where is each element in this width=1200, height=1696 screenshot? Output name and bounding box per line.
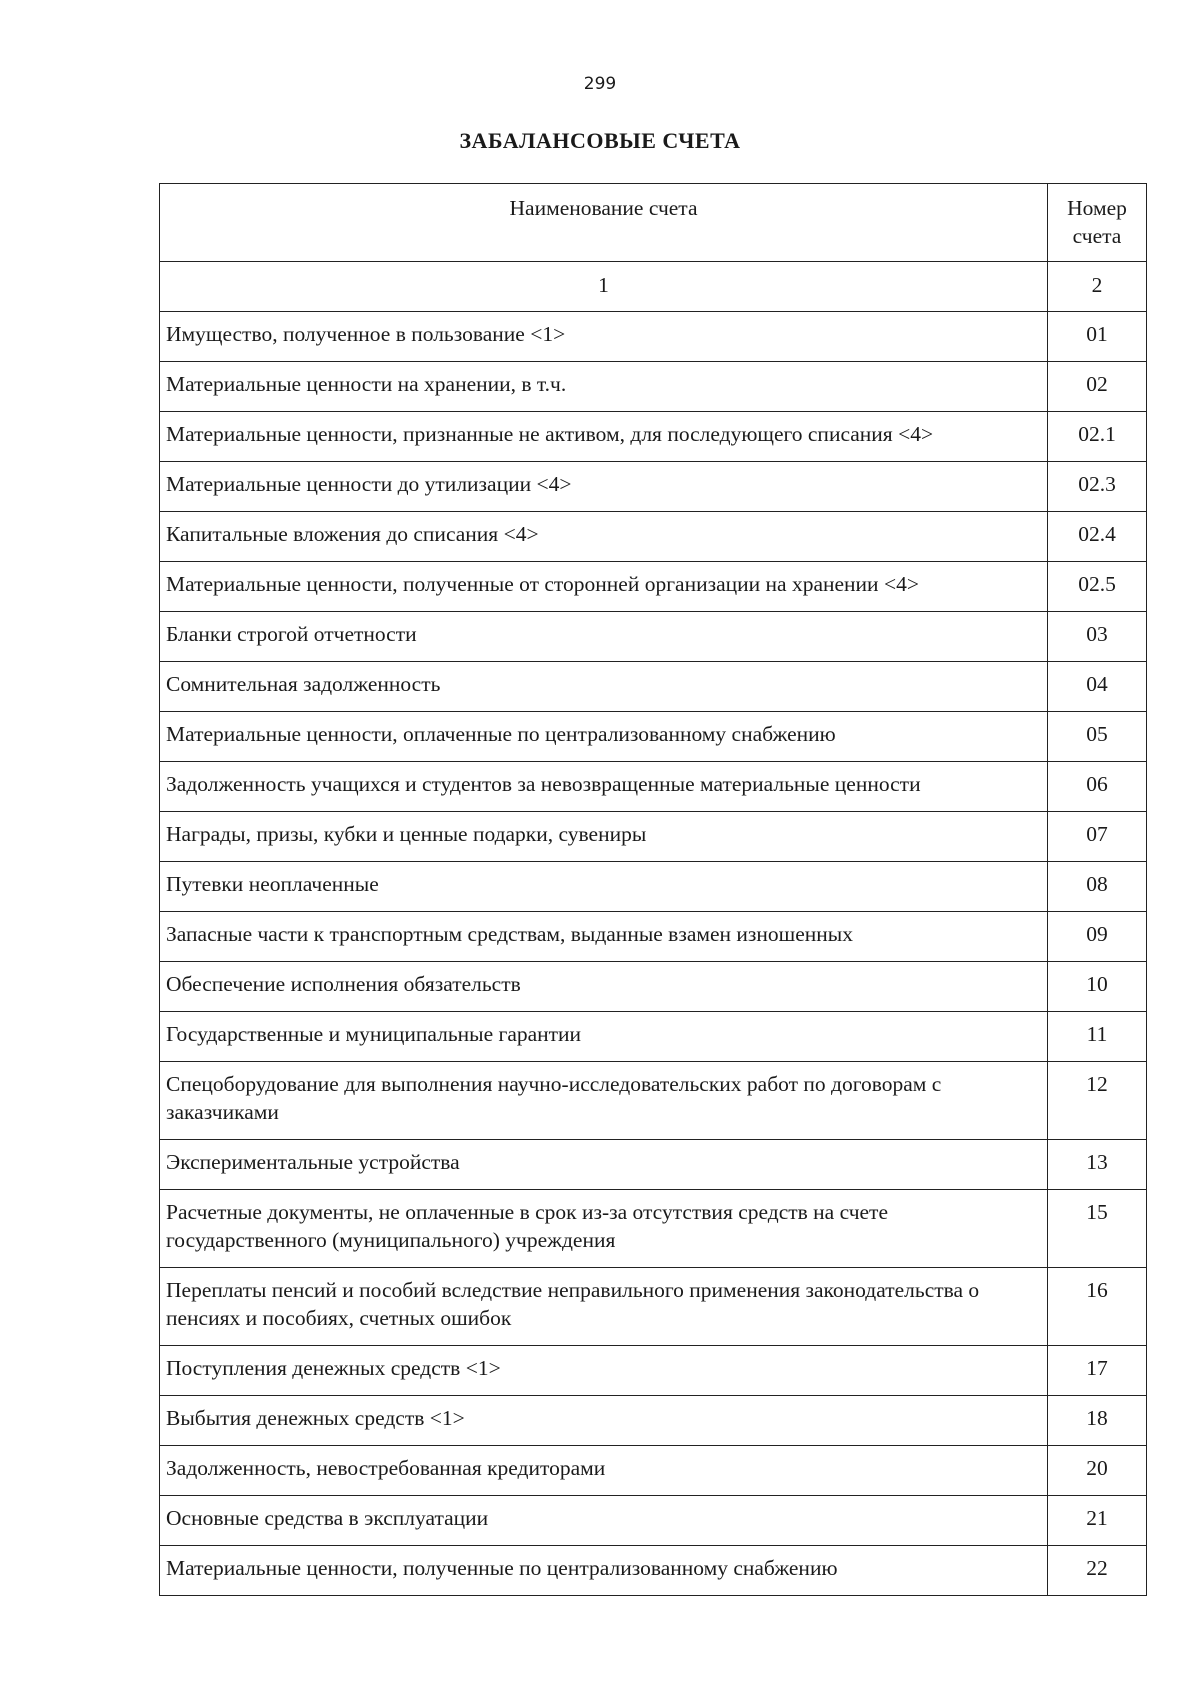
account-number: 12 [1048,1062,1147,1140]
column-index-row [160,262,1147,312]
header-account-number [1048,184,1147,262]
account-number: 11 [1048,1012,1147,1062]
table-row [160,712,1147,762]
account-name: Экспериментальные устройства [160,1140,1048,1190]
table-row [160,1268,1147,1346]
account-name: Материальные ценности, полученные по централизованному снабжению [160,1546,1048,1596]
table-row [160,1190,1147,1268]
account-name: Материальные ценности, полученные от сторонней организации на хранении <4> [160,562,1048,612]
account-name: Материальные ценности на хранении, в т.ч. [160,362,1048,412]
account-name: Обеспечение исполнения обязательств [160,962,1048,1012]
table-row [160,462,1147,512]
account-number: 18 [1048,1396,1147,1446]
table-row [160,1496,1147,1546]
account-name: Поступления денежных средств <1> [160,1346,1048,1396]
account-number: 02 [1048,362,1147,412]
account-name: Задолженность учащихся и студентов за невозвращенные материальные ценности [160,762,1048,812]
table-row [160,1140,1147,1190]
account-number: 22 [1048,1546,1147,1596]
page-number: 299 [583,74,617,94]
account-number: 05 [1048,712,1147,762]
table-row [160,962,1147,1012]
table-row [160,1012,1147,1062]
account-name: Расчетные документы, не оплаченные в срок из-за отсутствия средств на счете государственного (муниципального) учреждения [160,1190,1048,1268]
table-row [160,662,1147,712]
account-name: Имущество, полученное в пользование <1> [160,312,1048,362]
account-name: Выбытия денежных средств <1> [160,1396,1048,1446]
header-number-line1: Номер [1067,196,1127,220]
account-number: 20 [1048,1446,1147,1496]
account-number: 17 [1048,1346,1147,1396]
account-name: Спецоборудование для выполнения научно-исследовательских работ по договорам с заказчиками [160,1062,1048,1140]
table-row [160,312,1147,362]
column-index-1: 1 [160,262,1048,312]
header-account-name: Наименование счета [160,184,1048,262]
column-index-2: 2 [1048,262,1147,312]
account-number: 02.5 [1048,562,1147,612]
account-number: 08 [1048,862,1147,912]
header-number-line2: счета [1072,224,1122,248]
page-title: ЗАБАЛАНСОВЫЕ СЧЕТА [459,128,741,153]
account-name: Бланки строгой отчетности [160,612,1048,662]
account-number: 21 [1048,1496,1147,1546]
account-number: 02.1 [1048,412,1147,462]
account-number: 02.4 [1048,512,1147,562]
account-number: 13 [1048,1140,1147,1190]
table-row [160,862,1147,912]
account-name: Задолженность, невостребованная кредиторами [160,1446,1048,1496]
account-number: 07 [1048,812,1147,862]
table-row [160,612,1147,662]
account-name: Переплаты пенсий и пособий вследствие неправильного применения законодательства о пенсиях и пособиях, счетных ошибок [160,1268,1048,1346]
table-row [160,412,1147,462]
table-header-row [160,184,1147,262]
account-number: 16 [1048,1268,1147,1346]
account-name: Сомнительная задолженность [160,662,1048,712]
table-row [160,762,1147,812]
account-name: Путевки неоплаченные [160,862,1048,912]
table-row [160,1396,1147,1446]
accounts-table [159,183,1147,1596]
account-name: Запасные части к транспортным средствам, выданные взамен изношенных [160,912,1048,962]
account-name: Награды, призы, кубки и ценные подарки, сувениры [160,812,1048,862]
table-row [160,1446,1147,1496]
account-name: Государственные и муниципальные гарантии [160,1012,1048,1062]
account-name: Материальные ценности до утилизации <4> [160,462,1048,512]
table-row [160,362,1147,412]
table-row [160,1346,1147,1396]
account-number: 09 [1048,912,1147,962]
account-name: Материальные ценности, оплаченные по централизованному снабжению [160,712,1048,762]
account-name: Основные средства в эксплуатации [160,1496,1048,1546]
account-number: 03 [1048,612,1147,662]
table-row [160,1546,1147,1596]
account-name: Материальные ценности, признанные не активом, для последующего списания <4> [160,412,1048,462]
account-number: 02.3 [1048,462,1147,512]
table-row [160,562,1147,612]
account-name: Капитальные вложения до списания <4> [160,512,1048,562]
table-row [160,912,1147,962]
account-number: 06 [1048,762,1147,812]
account-number: 10 [1048,962,1147,1012]
account-number: 04 [1048,662,1147,712]
account-number: 01 [1048,312,1147,362]
account-number: 15 [1048,1190,1147,1268]
table-row [160,1062,1147,1140]
table-row [160,512,1147,562]
table-row [160,812,1147,862]
